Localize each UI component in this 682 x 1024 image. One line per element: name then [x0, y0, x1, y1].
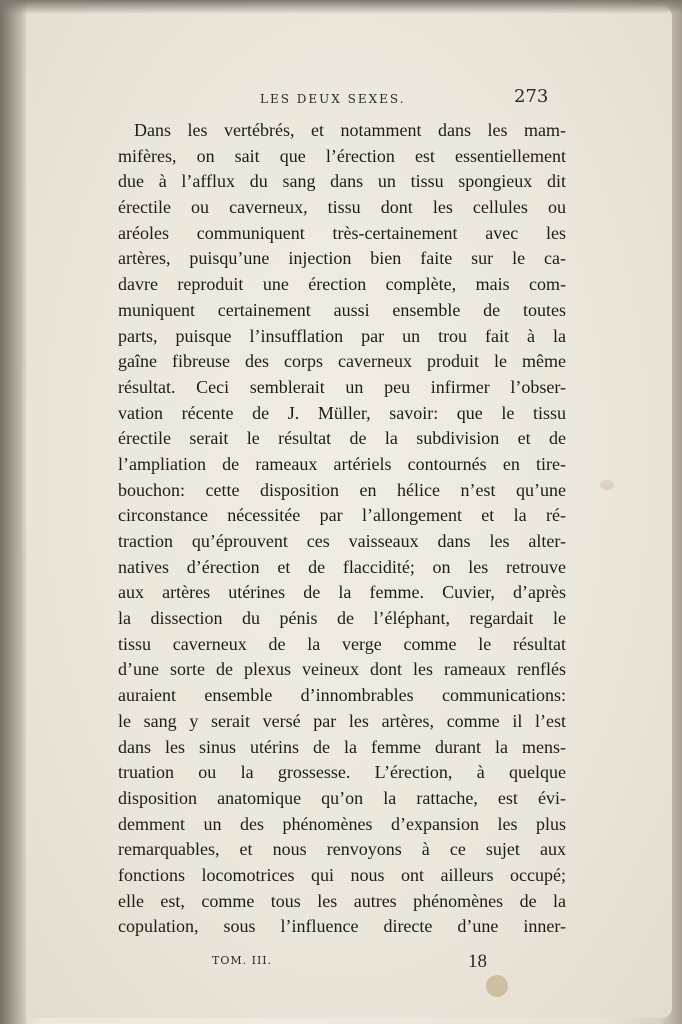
- text-line: le sang y serait versé par les artères, comme il l’est: [118, 710, 566, 731]
- text-line: muniquent certainement aussi ensemble de toutes: [118, 299, 566, 320]
- text-line: parts, puisque l’insufflation par un trou fait à la: [118, 325, 566, 346]
- text-line: bouchon: cette disposition en hélice n’est qu’une: [118, 479, 566, 500]
- text-line: d’une sorte de plexus veineux dont les rameaux renflés: [118, 659, 566, 680]
- text-line: artères, puisqu’une injection bien faite sur le ca-: [118, 248, 566, 269]
- text-line: davre reproduit une érection complète, mais com-: [118, 274, 566, 295]
- text-line: aréoles communiquent très-certainement avec les: [118, 222, 566, 243]
- text-line: elle est, comme tous les autres phénomènes de la: [118, 890, 566, 911]
- text-line: érectile serait le résultat de la subdivision et de: [118, 428, 566, 449]
- signature-mark: TOM. III.: [212, 954, 273, 967]
- text-line: traction qu’éprouvent ces vaisseaux dans les alter-: [118, 531, 566, 551]
- text-line: dans les sinus utérins de la femme durant la mens-: [118, 736, 566, 757]
- text-line: natives d’érection et de flaccidité; on les retrouve: [118, 556, 566, 577]
- text-line: érectile ou caverneux, tissu dont les cellules ou: [118, 197, 566, 218]
- text-line: fonctions locomotrices qui nous ont ailleurs occupé;: [118, 864, 566, 885]
- text-line: remarquables, et nous renvoyons à ce sujet aux: [118, 839, 566, 860]
- text-line: vation récente de J. Müller, savoir: que le tissu: [118, 402, 566, 423]
- text-line: la dissection du pénis de l’éléphant, regardait le: [118, 608, 566, 629]
- paper-stain: [600, 480, 614, 490]
- text-line: gaîne fibreuse des corps caverneux produit le même: [118, 351, 566, 372]
- book-spine-shadow: [0, 0, 26, 1024]
- text-line: auraient ensemble d’innombrables communications:: [118, 685, 566, 706]
- page-number: 273: [514, 86, 549, 107]
- text-line: copulation, sous l’influence directe d’une inner-: [118, 916, 566, 937]
- text-line: circonstance nécessitée par l’allongement et la ré-: [118, 505, 566, 526]
- text-line: due à l’afflux du sang dans un tissu spongieux dit: [118, 171, 566, 192]
- text-line: aux artères utérines de la femme. Cuvier, d’après: [118, 582, 566, 603]
- text-line: disposition anatomique qu’on la rattache, est évi-: [118, 787, 566, 808]
- text-line: résultat. Ceci semblerait un peu infirmer l’obser-: [118, 376, 566, 397]
- top-edge-shadow: [0, 0, 682, 14]
- text-line: truation ou la grossesse. L’érection, à quelque: [118, 762, 566, 783]
- text-line: l’ampliation de rameaux artériels contournés en tire-: [118, 453, 566, 474]
- paper-stain: [486, 975, 508, 997]
- text-line: Dans les vertébrés, et notamment dans les mam-: [134, 120, 566, 140]
- text-line: mifères, on sait que l’érection est essentiellement: [118, 145, 566, 166]
- text-line: demment un des phénomènes d’expansion les plus: [118, 813, 566, 834]
- running-head: LES DEUX SEXES.: [260, 92, 406, 106]
- text-line: tissu caverneux de la verge comme le résultat: [118, 633, 566, 654]
- body-text: [118, 118, 566, 940]
- sheet-number: 18: [468, 951, 487, 972]
